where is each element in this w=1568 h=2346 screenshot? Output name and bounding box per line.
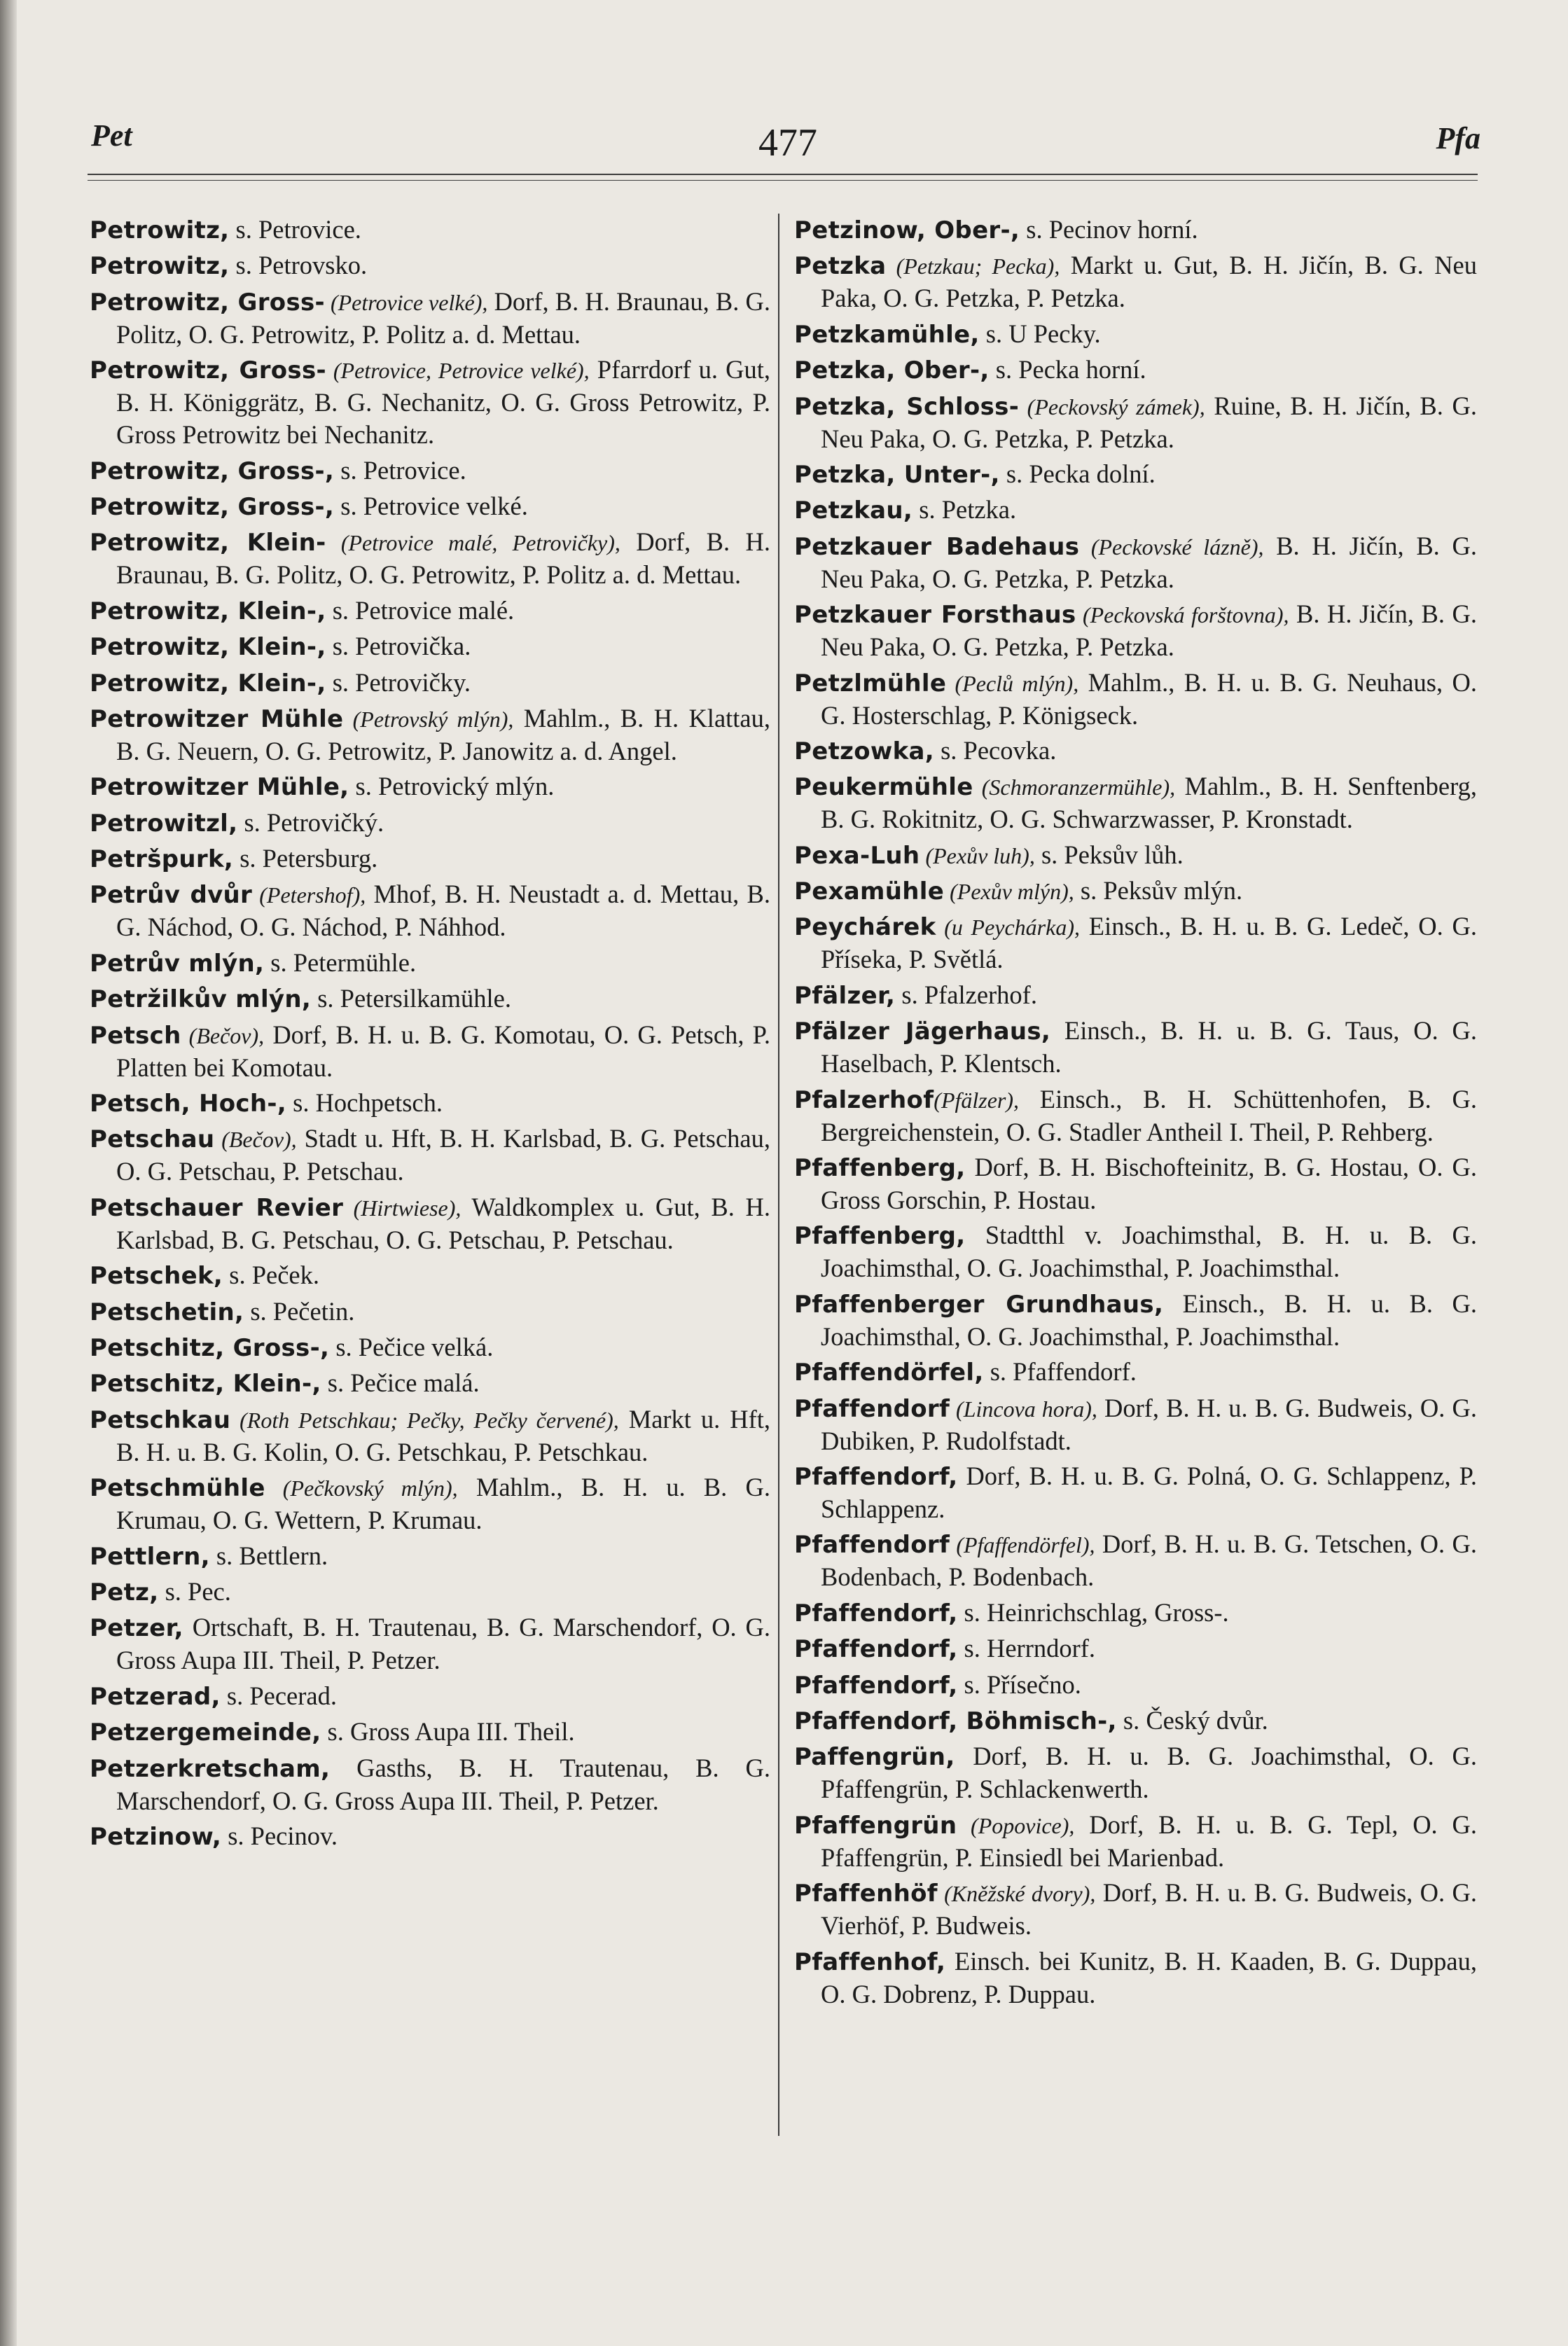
entry-headword: Peukermühle xyxy=(794,773,973,802)
gazetteer-entry xyxy=(794,494,1477,527)
header-rule xyxy=(88,174,1478,175)
entry-headword: Pexamühle xyxy=(794,877,945,906)
entry-alt-name: (Popovice), xyxy=(957,1812,1075,1838)
entry-headword: Petrowitz, Gross- xyxy=(90,288,325,317)
entry-headword: Petrowitz, Klein-, xyxy=(90,669,326,697)
entry-headword: Paffengrün, xyxy=(794,1743,955,1772)
gazetteer-entry xyxy=(794,458,1477,491)
entry-headword: Petzinow, xyxy=(90,1822,222,1851)
entry-alt-name: (Pexův mlýn), xyxy=(944,879,1074,905)
entry-text: s. Heinrichschlag, Gross-. xyxy=(957,1597,1229,1627)
entry-alt-name: (Bečov), xyxy=(214,1127,297,1153)
gazetteer-entry xyxy=(90,526,770,591)
entry-text: Mahlm., B. H. u. B. G. Neuhaus, O. G. Hosterschlag, P. Königseck. xyxy=(821,667,1477,730)
gazetteer-entry xyxy=(794,1669,1477,1702)
entry-headword: Pfälzer Jägerhaus, xyxy=(794,1018,1051,1046)
entry-headword: Pfaffendorf, xyxy=(794,1599,958,1627)
entry-text: s. Petrovice malé. xyxy=(326,595,515,625)
gazetteer-entry xyxy=(794,839,1477,872)
entry-alt-name: (Petrovice velké), xyxy=(324,289,488,315)
entry-text: s. Petrovice velké. xyxy=(334,491,528,520)
entry-text: Ruine, B. H. Jičín, B. G. Neu Paka, O. G. Petzka, P. Petzka. xyxy=(821,391,1478,453)
page-number: 477 xyxy=(758,121,817,165)
entry-text: s. Pečice malá. xyxy=(321,1368,480,1398)
entry-headword: Petzka, Ober-, xyxy=(794,356,990,385)
entry-headword: Pfalzerhof xyxy=(794,1085,934,1114)
entry-text: s. Bettlern. xyxy=(209,1541,328,1570)
gazetteer-entry xyxy=(794,1015,1477,1080)
gazetteer-entry xyxy=(90,630,770,663)
gazetteer-entry xyxy=(794,1945,1477,2011)
entry-headword: Petsch, Hoch-, xyxy=(90,1090,286,1118)
entry-text: s. Peček. xyxy=(223,1261,319,1290)
entry-headword: Petzlmühle xyxy=(794,669,947,697)
entry-alt-name: (Peckovský zámek), xyxy=(1019,394,1205,419)
header-rule-thin xyxy=(88,180,1478,181)
entry-text: Markt u. Hft, B. H. u. B. G. Kolin, O. G. Petschkau, P. Petschkau. xyxy=(116,1404,771,1466)
gazetteer-entry xyxy=(90,1576,770,1609)
entry-headword: Petschetin, xyxy=(90,1298,244,1326)
gazetteer-entry xyxy=(794,598,1477,663)
entry-headword: Petrowitzer Mühle, xyxy=(90,773,349,802)
entry-alt-name: (Pexův luh), xyxy=(920,842,1035,868)
gazetteer-entry xyxy=(794,1460,1477,1525)
entry-text: Einsch., B. H. Schüttenhofen, B. G. Bergreichenstein, O. G. Stadler Antheil I. Theil, P. Rehberg. xyxy=(821,1084,1477,1146)
entry-text: Mahlm., B. H. Senftenberg, B. G. Rokitnitz, O. G. Schwarzwasser, P. Kronstadt. xyxy=(821,772,1477,834)
entry-alt-name: (Bečov), xyxy=(181,1022,265,1048)
entry-text: s. Pecka dolní. xyxy=(999,459,1156,488)
entry-headword: Petrowitz, xyxy=(90,216,230,244)
entry-headword: Pfaffenhof, xyxy=(794,1948,946,1976)
gazetteer-entry xyxy=(90,490,770,523)
entry-headword: Petschitz, Klein-, xyxy=(90,1370,321,1398)
entry-headword: Petzer, xyxy=(90,1614,183,1643)
entry-text: Waldkomplex u. Gut, B. H. Karlsbad, B. G. Petschau, O. G. Petschau, P. Petschau. xyxy=(116,1192,770,1254)
entry-headword: Petz, xyxy=(90,1578,159,1606)
entry-alt-name: (Lincova hora), xyxy=(950,1396,1097,1422)
gazetteer-entry xyxy=(794,1288,1477,1353)
entry-headword: Petzerkretscham, xyxy=(90,1754,331,1783)
entry-alt-name: (Schmoranzermühle), xyxy=(973,775,1176,800)
entry-headword: Petschkau xyxy=(90,1405,231,1434)
gazetteer-entry xyxy=(794,1219,1477,1284)
entry-text: Mahlm., B. H. u. B. G. Krumau, O. G. Wettern, P. Krumau. xyxy=(116,1473,770,1535)
gazetteer-entry xyxy=(90,1716,770,1749)
gazetteer-entry xyxy=(90,770,770,803)
entry-headword: Pfaffendorf xyxy=(794,1394,950,1423)
entry-headword: Petrowitzl, xyxy=(90,809,238,838)
entry-text: s. Gross Aupa III. Theil. xyxy=(321,1717,575,1747)
gazetteer-entry xyxy=(90,454,770,487)
entry-alt-name: (Pfälzer), xyxy=(934,1087,1020,1113)
column-divider xyxy=(778,214,779,2136)
right-column xyxy=(794,214,1477,2013)
entry-headword: Petržilkův mlýn, xyxy=(90,985,312,1014)
entry-headword: Petzkau, xyxy=(794,497,913,525)
gazetteer-entry xyxy=(794,979,1477,1012)
entry-headword: Pfaffenberger Grundhaus, xyxy=(794,1290,1164,1319)
entry-text: Einsch. bei Kunitz, B. H. Kaaden, B. G. Duppau, O. G. Dobrenz, P. Duppau. xyxy=(821,1946,1477,2008)
entry-text: Gasths, B. H. Trautenau, B. G. Marschendorf, O. G. Gross Aupa III. Theil, P. Petzer. xyxy=(116,1753,770,1815)
entry-headword: Petrowitz, Klein-, xyxy=(90,597,326,625)
entry-text: s. Pecka horní. xyxy=(989,355,1146,384)
gazetteer-entry xyxy=(794,735,1477,768)
entry-text: s. Peksův lůh. xyxy=(1034,840,1184,869)
entry-headword: Pfaffenberg, xyxy=(794,1222,966,1251)
entry-headword: Petzka, Unter-, xyxy=(794,460,1000,489)
entry-text: s. Petrovičký. xyxy=(237,807,384,837)
entry-text: s. Pfaffendorf. xyxy=(983,1357,1137,1387)
entry-alt-name: (Peckovská forštovna), xyxy=(1076,602,1289,628)
entry-text: s. Pfalzerhof. xyxy=(895,980,1037,1009)
entry-headword: Petrowitz, Gross-, xyxy=(90,457,335,485)
gazetteer-entry xyxy=(794,390,1477,455)
entry-text: Ortschaft, B. H. Trautenau, B. G. Marschendorf, O. G. Gross Aupa III. Theil, P. Petzer. xyxy=(116,1613,770,1675)
entry-headword: Petzkauer Forsthaus xyxy=(794,601,1076,630)
gazetteer-entry xyxy=(90,1680,770,1713)
entry-text: Dorf, B. H. Bischofteinitz, B. G. Hostau, O. G. Gross Gorschin, P. Hostau. xyxy=(821,1153,1477,1215)
gazetteer-entry xyxy=(90,1752,770,1817)
entry-text: Dorf, B. H. Braunau, B. G. Politz, O. G. Petrowitz, P. Politz a. d. Mettau. xyxy=(116,527,771,590)
gazetteer-entry xyxy=(794,249,1477,314)
entry-text: s. Peksův mlýn. xyxy=(1074,876,1243,905)
entry-text: s. U Pecky. xyxy=(979,319,1101,348)
entry-headword: Peychárek xyxy=(794,913,936,942)
gazetteer-entry xyxy=(794,354,1477,387)
running-head-right: Pfa xyxy=(1436,121,1480,155)
gazetteer-entry xyxy=(90,354,770,451)
gazetteer-entry xyxy=(794,875,1477,908)
entry-text: Pfarrdorf u. Gut, B. H. Königgrätz, B. G. Nechanitz, O. G. Gross Petrowitz, P. Gross Petrowitz bei Nechanitz. xyxy=(116,355,771,450)
entry-text: s. Petersilkamühle. xyxy=(311,984,511,1013)
gazetteer-entry xyxy=(90,286,770,351)
entry-headword: Petrowitz, Gross- xyxy=(90,356,326,385)
entry-text: Dorf, B. H. u. B. G. Komotau, O. G. Petsch, P. Platten bei Komotau. xyxy=(116,1020,771,1082)
entry-text: s. Petermühle. xyxy=(264,948,417,977)
entry-alt-name: (Petrovice, Petrovice velké), xyxy=(326,358,590,384)
entry-text: Mahlm., B. H. Klattau, B. G. Neuern, O. G. Petrowitz, P. Janowitz a. d. Angel. xyxy=(116,703,771,765)
entry-alt-name: (Pečkovský mlýn), xyxy=(265,1476,458,1501)
entry-text: s. Petrovický mlýn. xyxy=(349,772,555,801)
gazetteer-entry xyxy=(90,667,770,700)
gazetteer-entry xyxy=(794,1151,1477,1216)
entry-text: s. Pečetin. xyxy=(244,1296,355,1326)
entry-headword: Petzergemeinde, xyxy=(90,1719,321,1747)
gazetteer-entry xyxy=(794,214,1477,247)
gazetteer-entry xyxy=(794,770,1477,835)
entry-text: B. H. Jičín, B. G. Neu Paka, O. G. Petzka, P. Petzka. xyxy=(821,599,1477,662)
entry-text: Einsch., B. H. u. B. G. Joachimsthal, O. G. Joachimsthal, P. Joachimsthal. xyxy=(821,1289,1477,1351)
gazetteer-entry xyxy=(90,842,770,875)
entry-headword: Petzinow, Ober-, xyxy=(794,216,1020,244)
entry-text: Dorf, B. H. u. B. G. Tetschen, O. G. Bodenbach, P. Bodenbach. xyxy=(821,1529,1478,1592)
gazetteer-entry xyxy=(90,983,770,1015)
gazetteer-entry xyxy=(90,1191,770,1256)
entry-text: s. Pecerad. xyxy=(220,1681,337,1710)
gazetteer-entry xyxy=(90,1471,770,1536)
gazetteer-entry xyxy=(794,1356,1477,1389)
gazetteer-entry xyxy=(90,1087,770,1120)
entry-text: Einsch., B. H. u. B. G. Ledeč, O. G. Příseka, P. Světlá. xyxy=(821,912,1477,974)
entry-headword: Petschitz, Gross-, xyxy=(90,1333,330,1362)
entry-headword: Pfaffendorf, xyxy=(794,1462,958,1491)
entry-text: Stadtthl v. Joachimsthal, B. H. u. B. G. Joachimsthal, O. G. Joachimsthal, P. Joachimsthal. xyxy=(821,1221,1477,1283)
entry-text: s. Pečice velká. xyxy=(329,1332,494,1361)
entry-text: s. Herrndorf. xyxy=(957,1634,1096,1663)
entry-headword: Petzkauer Badehaus xyxy=(794,532,1080,561)
entry-text: s. Pecinov. xyxy=(221,1821,338,1850)
gazetteer-entry xyxy=(90,595,770,627)
entry-text: Dorf, B. H. u. B. G. Polná, O. G. Schlappenz, P. Schlappenz. xyxy=(821,1461,1477,1523)
entry-text: s. Petersburg. xyxy=(233,844,378,873)
gazetteer-entry xyxy=(90,1540,770,1573)
gazetteer-entry xyxy=(90,1123,770,1188)
gazetteer-entry xyxy=(90,1259,770,1292)
gazetteer-entry xyxy=(90,1820,770,1853)
entry-text: s. Petzka. xyxy=(913,495,1017,525)
gazetteer-entry xyxy=(794,910,1477,976)
entry-text: Dorf, B. H. u. B. G. Budweis, O. G. Dubiken, P. Rudolfstadt. xyxy=(821,1393,1478,1455)
entry-alt-name: (Hirtwiese), xyxy=(343,1195,462,1221)
gazetteer-entry xyxy=(794,1740,1477,1805)
entry-headword: Petrowitz, xyxy=(90,252,230,281)
entry-headword: Petschau xyxy=(90,1125,215,1154)
gazetteer-entry xyxy=(794,1083,1477,1148)
entry-text: s. Český dvůr. xyxy=(1116,1705,1268,1735)
entry-headword: Petzka, Schloss- xyxy=(794,392,1020,421)
entry-headword: Pfälzer, xyxy=(794,981,896,1010)
entry-alt-name: (u Peychárka), xyxy=(936,915,1080,941)
entry-headword: Petrův mlýn, xyxy=(90,949,265,978)
entry-headword: Petschmühle xyxy=(90,1474,265,1503)
gazetteer-entry xyxy=(90,1019,770,1084)
entry-text: Einsch., B. H. u. B. G. Taus, O. G. Haselbach, P. Klentsch. xyxy=(821,1016,1477,1078)
entry-headword: Petzowka, xyxy=(794,737,934,765)
entry-headword: Petschek, xyxy=(90,1262,223,1291)
gazetteer-entry xyxy=(90,249,770,282)
gazetteer-entry xyxy=(794,530,1477,595)
gazetteer-entry xyxy=(90,1611,770,1677)
entry-headword: Pexa-Luh xyxy=(794,841,920,870)
gazetteer-entry xyxy=(794,1705,1477,1737)
entry-headword: Pfaffendorf, Böhmisch-, xyxy=(794,1707,1117,1735)
entry-text: Mhof, B. H. Neustadt a. d. Mettau, B. G. Náchod, O. G. Náchod, P. Náhhod. xyxy=(116,880,771,942)
entry-headword: Petrův dvůr xyxy=(90,881,253,910)
gazetteer-entry xyxy=(90,214,770,247)
entry-text: Stadt u. Hft, B. H. Karlsbad, B. G. Petschau, O. G. Petschau, P. Petschau. xyxy=(116,1124,771,1186)
running-head-left: Pet xyxy=(91,118,132,153)
entry-text: B. H. Jičín, B. G. Neu Paka, O. G. Petzka, P. Petzka. xyxy=(821,531,1477,593)
entry-headword: Pfaffendörfel, xyxy=(794,1359,984,1387)
gazetteer-entry xyxy=(90,1367,770,1400)
entry-text: s. Petrovice. xyxy=(229,215,361,244)
gazetteer-entry xyxy=(90,807,770,840)
gazetteer-entry xyxy=(794,1809,1477,1874)
entry-text: s. Petrovičky. xyxy=(326,667,471,697)
gazetteer-entry xyxy=(794,1392,1477,1457)
entry-headword: Pfaffenhöf xyxy=(794,1880,938,1908)
entry-headword: Pettlern, xyxy=(90,1542,210,1571)
entry-text: s. Hochpetsch. xyxy=(286,1088,443,1118)
entry-headword: Petrowitz, Gross-, xyxy=(90,492,335,521)
gazetteer-entry xyxy=(90,1403,770,1469)
entry-text: Dorf, B. H. u. B. G. Budweis, O. G. Vierhöf, P. Budweis. xyxy=(821,1878,1478,1941)
entry-headword: Petrowitzer Mühle xyxy=(90,705,344,733)
entry-headword: Pfaffendorf xyxy=(794,1531,950,1560)
entry-headword: Petzkamühle, xyxy=(794,320,980,349)
entry-text: s. Pecovka. xyxy=(934,735,1057,765)
gazetteer-entry xyxy=(90,878,770,943)
gazetteer-entry xyxy=(794,318,1477,351)
entry-headword: Pfaffendorf, xyxy=(794,1635,958,1664)
gazetteer-entry xyxy=(794,667,1477,732)
entry-alt-name: (Roth Petschkau; Pečky, Pečky červené), xyxy=(230,1407,619,1433)
entry-alt-name: (Peckovské lázně), xyxy=(1079,534,1264,560)
gazetteer-entry xyxy=(90,1296,770,1328)
left-column xyxy=(90,214,770,1856)
entry-text: s. Petrovička. xyxy=(326,632,471,661)
entry-headword: Petschauer Revier xyxy=(90,1193,344,1222)
entry-headword: Petsch xyxy=(90,1021,181,1050)
gazetteer-entry xyxy=(794,1528,1477,1593)
entry-text: Dorf, B. H. u. B. G. Joachimsthal, O. G. Pfaffengrün, P. Schlackenwerth. xyxy=(821,1742,1477,1804)
entry-headword: Petzerad, xyxy=(90,1682,221,1711)
gazetteer-entry xyxy=(90,702,770,768)
entry-headword: Petzka xyxy=(794,252,887,281)
entry-headword: Petrowitz, Klein- xyxy=(90,529,326,557)
entry-alt-name: (Petershof), xyxy=(252,882,366,908)
gazetteer-entry xyxy=(90,1331,770,1364)
entry-text: s. Pecinov horní. xyxy=(1020,215,1198,244)
entry-text: s. Pec. xyxy=(158,1576,231,1606)
entry-alt-name: (Pfaffendörfel), xyxy=(950,1532,1095,1558)
gazetteer-entry xyxy=(794,1877,1477,1942)
entry-text: s. Petrovice. xyxy=(334,455,466,485)
entry-text: s. Petrovsko. xyxy=(229,251,368,280)
entry-headword: Pfaffendorf, xyxy=(794,1671,958,1700)
entry-alt-name: (Kněžské dvory), xyxy=(937,1881,1096,1907)
entry-alt-name: (Petrovský mlýn), xyxy=(343,706,514,732)
entry-alt-name: (Petzkau; Pecka), xyxy=(886,254,1060,279)
gazetteer-entry xyxy=(90,947,770,980)
entry-headword: Pfaffenberg, xyxy=(794,1154,966,1183)
gazetteer-entry xyxy=(794,1632,1477,1665)
entry-alt-name: (Peclů mlýn), xyxy=(946,670,1079,696)
entry-text: Markt u. Gut, B. H. Jičín, B. G. Neu Paka, O. G. Petzka, P. Petzka. xyxy=(821,251,1477,313)
entry-headword: Petršpurk, xyxy=(90,845,234,874)
entry-headword: Petrowitz, Klein-, xyxy=(90,633,326,662)
entry-text: Dorf, B. H. Braunau, B. G. Politz, O. G. Petrowitz, P. Politz a. d. Mettau. xyxy=(116,286,771,349)
entry-alt-name: (Petrovice malé, Petrovičky), xyxy=(326,530,620,556)
gazetteer-entry xyxy=(794,1597,1477,1630)
page-edge-shadow xyxy=(0,0,17,2346)
entry-text: Dorf, B. H. u. B. G. Tepl, O. G. Pfaffengrün, P. Einsiedl bei Marienbad. xyxy=(821,1810,1478,1872)
entry-headword: Pfaffengrün xyxy=(794,1811,957,1840)
entry-text: s. Přísečno. xyxy=(957,1670,1081,1699)
